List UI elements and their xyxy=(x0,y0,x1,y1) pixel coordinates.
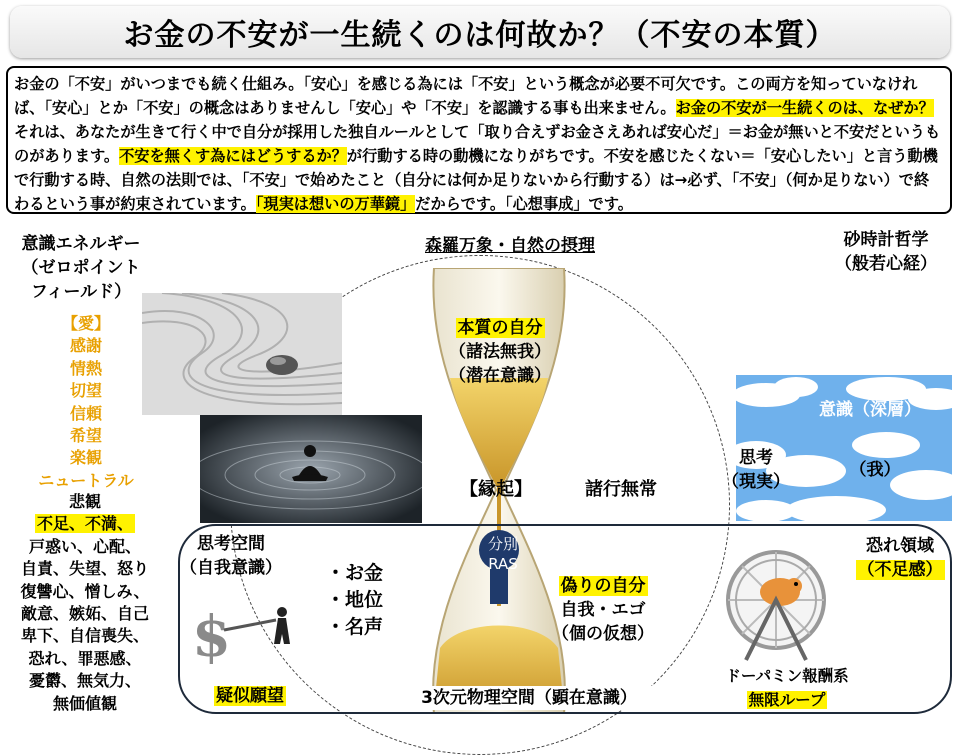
zen-sand-image xyxy=(142,293,342,415)
intro-text xyxy=(14,72,944,216)
physical-space-label: 3次元物理空間（顕在意識） xyxy=(394,686,664,710)
energy-header-line: フィールド） xyxy=(30,282,132,302)
negative-item: 自責、失望、怒り xyxy=(20,559,149,579)
positive-item: 楽観 xyxy=(69,448,102,468)
thought-space-label xyxy=(176,532,286,580)
impermanence-label: 諸行無常 xyxy=(585,479,657,500)
true-self-block xyxy=(430,316,570,388)
intro-segment: それは、あなたが生きて行く中で自分が採用した独自ルールとして「取り合えずお金さえあれば安心だ」＝お金が無いと不安だというものがあります。 xyxy=(14,123,941,165)
dollar-pull-illustration xyxy=(186,594,306,674)
fear-area-sub: （不足感） xyxy=(857,560,943,580)
dollar-glyph: $ xyxy=(192,604,231,670)
dopamine-title: ドーパミン報酬系 xyxy=(725,667,849,685)
thought-reality-label xyxy=(716,446,796,494)
intro-segment: が行動する時の動機になりがちです。不安を感じたくない＝「安心したい」と言う動機で行動する時、自然の法則では、「不安」で始めたこと（自分には何か足りないから行動する）は→必ず、「不安」（何か足りない）で終わるという事が約束されています。 xyxy=(14,147,938,213)
ras-label xyxy=(468,534,538,574)
lack-highlight: 不足、不満、 xyxy=(36,514,133,534)
desire-bullets xyxy=(326,560,406,641)
engi-label: 【縁起】 xyxy=(460,479,532,500)
intro-highlight: お金の不安が一生続くのは、なぜか？ xyxy=(675,99,934,117)
pseudo-wish-label xyxy=(200,684,300,708)
bullet-item: ・名声 xyxy=(326,616,384,638)
bullet-item: ・お金 xyxy=(326,562,384,584)
philosophy-line: （般若心経） xyxy=(835,254,937,274)
positive-item: 【愛】 xyxy=(61,314,110,333)
fear-area-block xyxy=(852,534,948,582)
bullet-item: ・地位 xyxy=(326,589,384,611)
page-title: お金の不安が一生続くのは何故か？（不安の本質） xyxy=(123,18,837,53)
intro-highlight: 「現実は想いの万華鏡」 xyxy=(255,195,416,213)
meditation-water-image xyxy=(200,415,422,523)
hourglass-philosophy-label xyxy=(818,228,954,276)
negative-item: 無価値観 xyxy=(52,693,117,713)
negative-item: 卑下、自信喪失、 xyxy=(20,626,149,646)
energy-header-line: （ゼロポイント xyxy=(21,258,141,278)
nature-law-label: 森羅万象・自然の摂理 xyxy=(425,236,595,256)
ego-self-label: （我） xyxy=(849,460,901,480)
ras-line: 分別 xyxy=(487,535,518,553)
thought-line: （現実） xyxy=(722,472,790,492)
negative-item: 戸惑い、心配、 xyxy=(28,536,141,556)
neutral-label: ニュートラル xyxy=(38,470,134,490)
intro-segment: だからです。「心想事成」です。 xyxy=(415,195,633,213)
hamster-wheel-icon xyxy=(716,540,836,664)
false-self-line: （個の仮想） xyxy=(552,624,654,644)
true-self-line: （諸法無我） xyxy=(449,342,551,362)
fear-area-title: 恐れ領域 xyxy=(866,536,934,556)
negative-item: 恐れ、罪悪感、 xyxy=(28,648,142,668)
thought-space-line: 思考空間 xyxy=(197,534,265,554)
false-self-title: 偽りの自分 xyxy=(560,576,646,596)
positive-item: 切望 xyxy=(69,381,102,401)
dopamine-block xyxy=(712,664,862,712)
positive-emotions-list xyxy=(16,313,156,492)
positive-item: 信頼 xyxy=(69,403,102,423)
positive-item: 情熱 xyxy=(69,358,102,378)
deep-consciousness-label: 意識（深層） xyxy=(819,400,921,420)
intro-segment: お金の「不安」がいつまでも続く仕組み。「安心」を感じる為には「不安」という概念が必要不可欠です。この両方を知っていなければ、「安心」とか「不安」の概念はありませんし「安心」や「不安」を認識する事も出来ません。 xyxy=(14,75,918,117)
positive-item: 感謝 xyxy=(69,336,102,356)
thought-space-line: （自我意識） xyxy=(180,558,282,578)
positive-item: 希望 xyxy=(69,426,102,446)
dopamine-sub: 無限ループ xyxy=(748,691,826,709)
negative-emotions-list xyxy=(4,491,166,715)
negative-item: 憂欝、無気力、 xyxy=(28,671,141,691)
false-self-line: 自我・エゴ xyxy=(560,600,646,620)
negative-item: 敵意、嫉妬、自己 xyxy=(20,604,149,624)
true-self-line: （潜在意識） xyxy=(449,366,551,386)
negative-item: 復讐心、憎しみ、 xyxy=(20,581,150,601)
energy-header xyxy=(6,232,156,304)
pessimism-label: 悲観 xyxy=(68,492,101,511)
pseudo-wish-text: 疑似願望 xyxy=(216,686,284,706)
philosophy-line: 砂時計哲学 xyxy=(843,230,929,250)
ras-line: RAS xyxy=(488,555,518,573)
intro-highlight: 不安を無くす為にはどうするか？ xyxy=(119,147,347,165)
true-self-title: 本質の自分 xyxy=(457,318,543,338)
energy-header-line: 意識エネルギー xyxy=(21,234,141,254)
thought-line: 思考 xyxy=(739,448,773,468)
false-self-block xyxy=(548,574,658,646)
